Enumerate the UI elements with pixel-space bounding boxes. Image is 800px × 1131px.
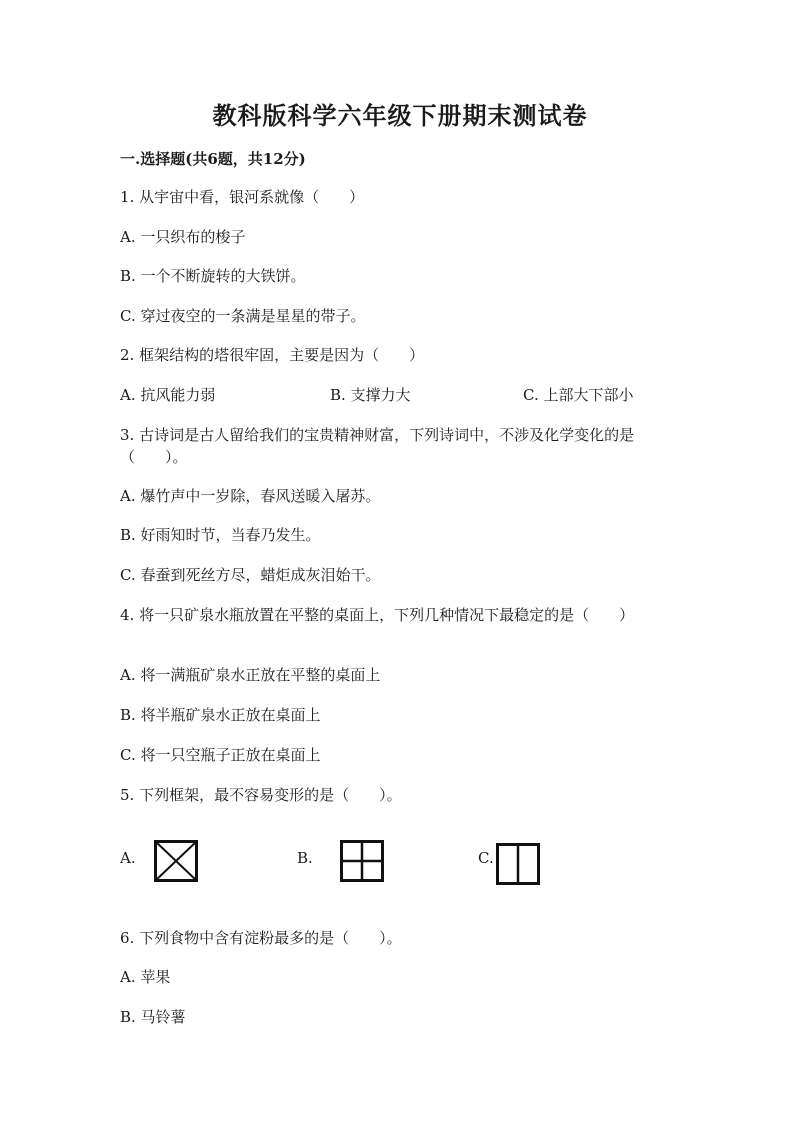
- frame-cross-brace-icon[interactable]: [340, 840, 384, 882]
- q6-option-a[interactable]: A. 苹果: [120, 968, 171, 986]
- q3-option-a[interactable]: A. 爆竹声中一岁除，春风送暖入屠苏。: [120, 487, 381, 505]
- q1-stem: 1. 从宇宙中看，银河系就像（ ）: [120, 188, 365, 206]
- q2-option-b[interactable]: B. 支撑力大: [330, 386, 411, 404]
- q3-option-b[interactable]: B. 好雨知时节，当春乃发生。: [120, 526, 321, 544]
- q4-option-c[interactable]: C. 将一只空瓶子正放在桌面上: [120, 746, 321, 764]
- q5-option-b-label[interactable]: B.: [297, 849, 313, 867]
- q5-option-a-label[interactable]: A.: [120, 849, 136, 867]
- q6-option-b[interactable]: B. 马铃薯: [120, 1008, 186, 1026]
- section-heading: 一.选择题(共6题，共12分): [120, 150, 306, 168]
- q5-option-c-label[interactable]: C.: [478, 849, 494, 867]
- q1-option-a[interactable]: A. 一只织布的梭子: [120, 228, 246, 246]
- q2-option-c[interactable]: C. 上部大下部小: [523, 386, 634, 404]
- page-title: 教科版科学六年级下册期末测试卷: [212, 101, 588, 130]
- q1-option-c[interactable]: C. 穿过夜空的一条满是星星的带子。: [120, 307, 366, 325]
- q2-stem: 2. 框架结构的塔很牢固，主要是因为（ ）: [120, 346, 425, 364]
- frame-vertical-brace-icon[interactable]: [496, 843, 540, 885]
- q3-option-c[interactable]: C. 春蚕到死丝方尽，蜡炬成灰泪始干。: [120, 566, 381, 584]
- q4-option-b[interactable]: B. 将半瓶矿泉水正放在桌面上: [120, 706, 321, 724]
- q5-stem: 5. 下列框架，最不容易变形的是（ ）。: [120, 786, 402, 804]
- q3-stem-line2: （ ）。: [120, 448, 188, 466]
- q3-stem-line1: 3. 古诗词是古人留给我们的宝贵精神财富，下列诗词中，不涉及化学变化的是: [120, 426, 635, 444]
- q6-stem: 6. 下列食物中含有淀粉最多的是（ ）。: [120, 929, 402, 947]
- frame-diagonal-brace-icon[interactable]: [154, 840, 198, 882]
- q4-option-a[interactable]: A. 将一满瓶矿泉水正放在平整的桌面上: [120, 666, 381, 684]
- q1-option-b[interactable]: B. 一个不断旋转的大铁饼。: [120, 267, 306, 285]
- q2-option-a[interactable]: A. 抗风能力弱: [120, 386, 216, 404]
- q4-stem: 4. 将一只矿泉水瓶放置在平整的桌面上，下列几种情况下最稳定的是（ ）: [120, 606, 635, 624]
